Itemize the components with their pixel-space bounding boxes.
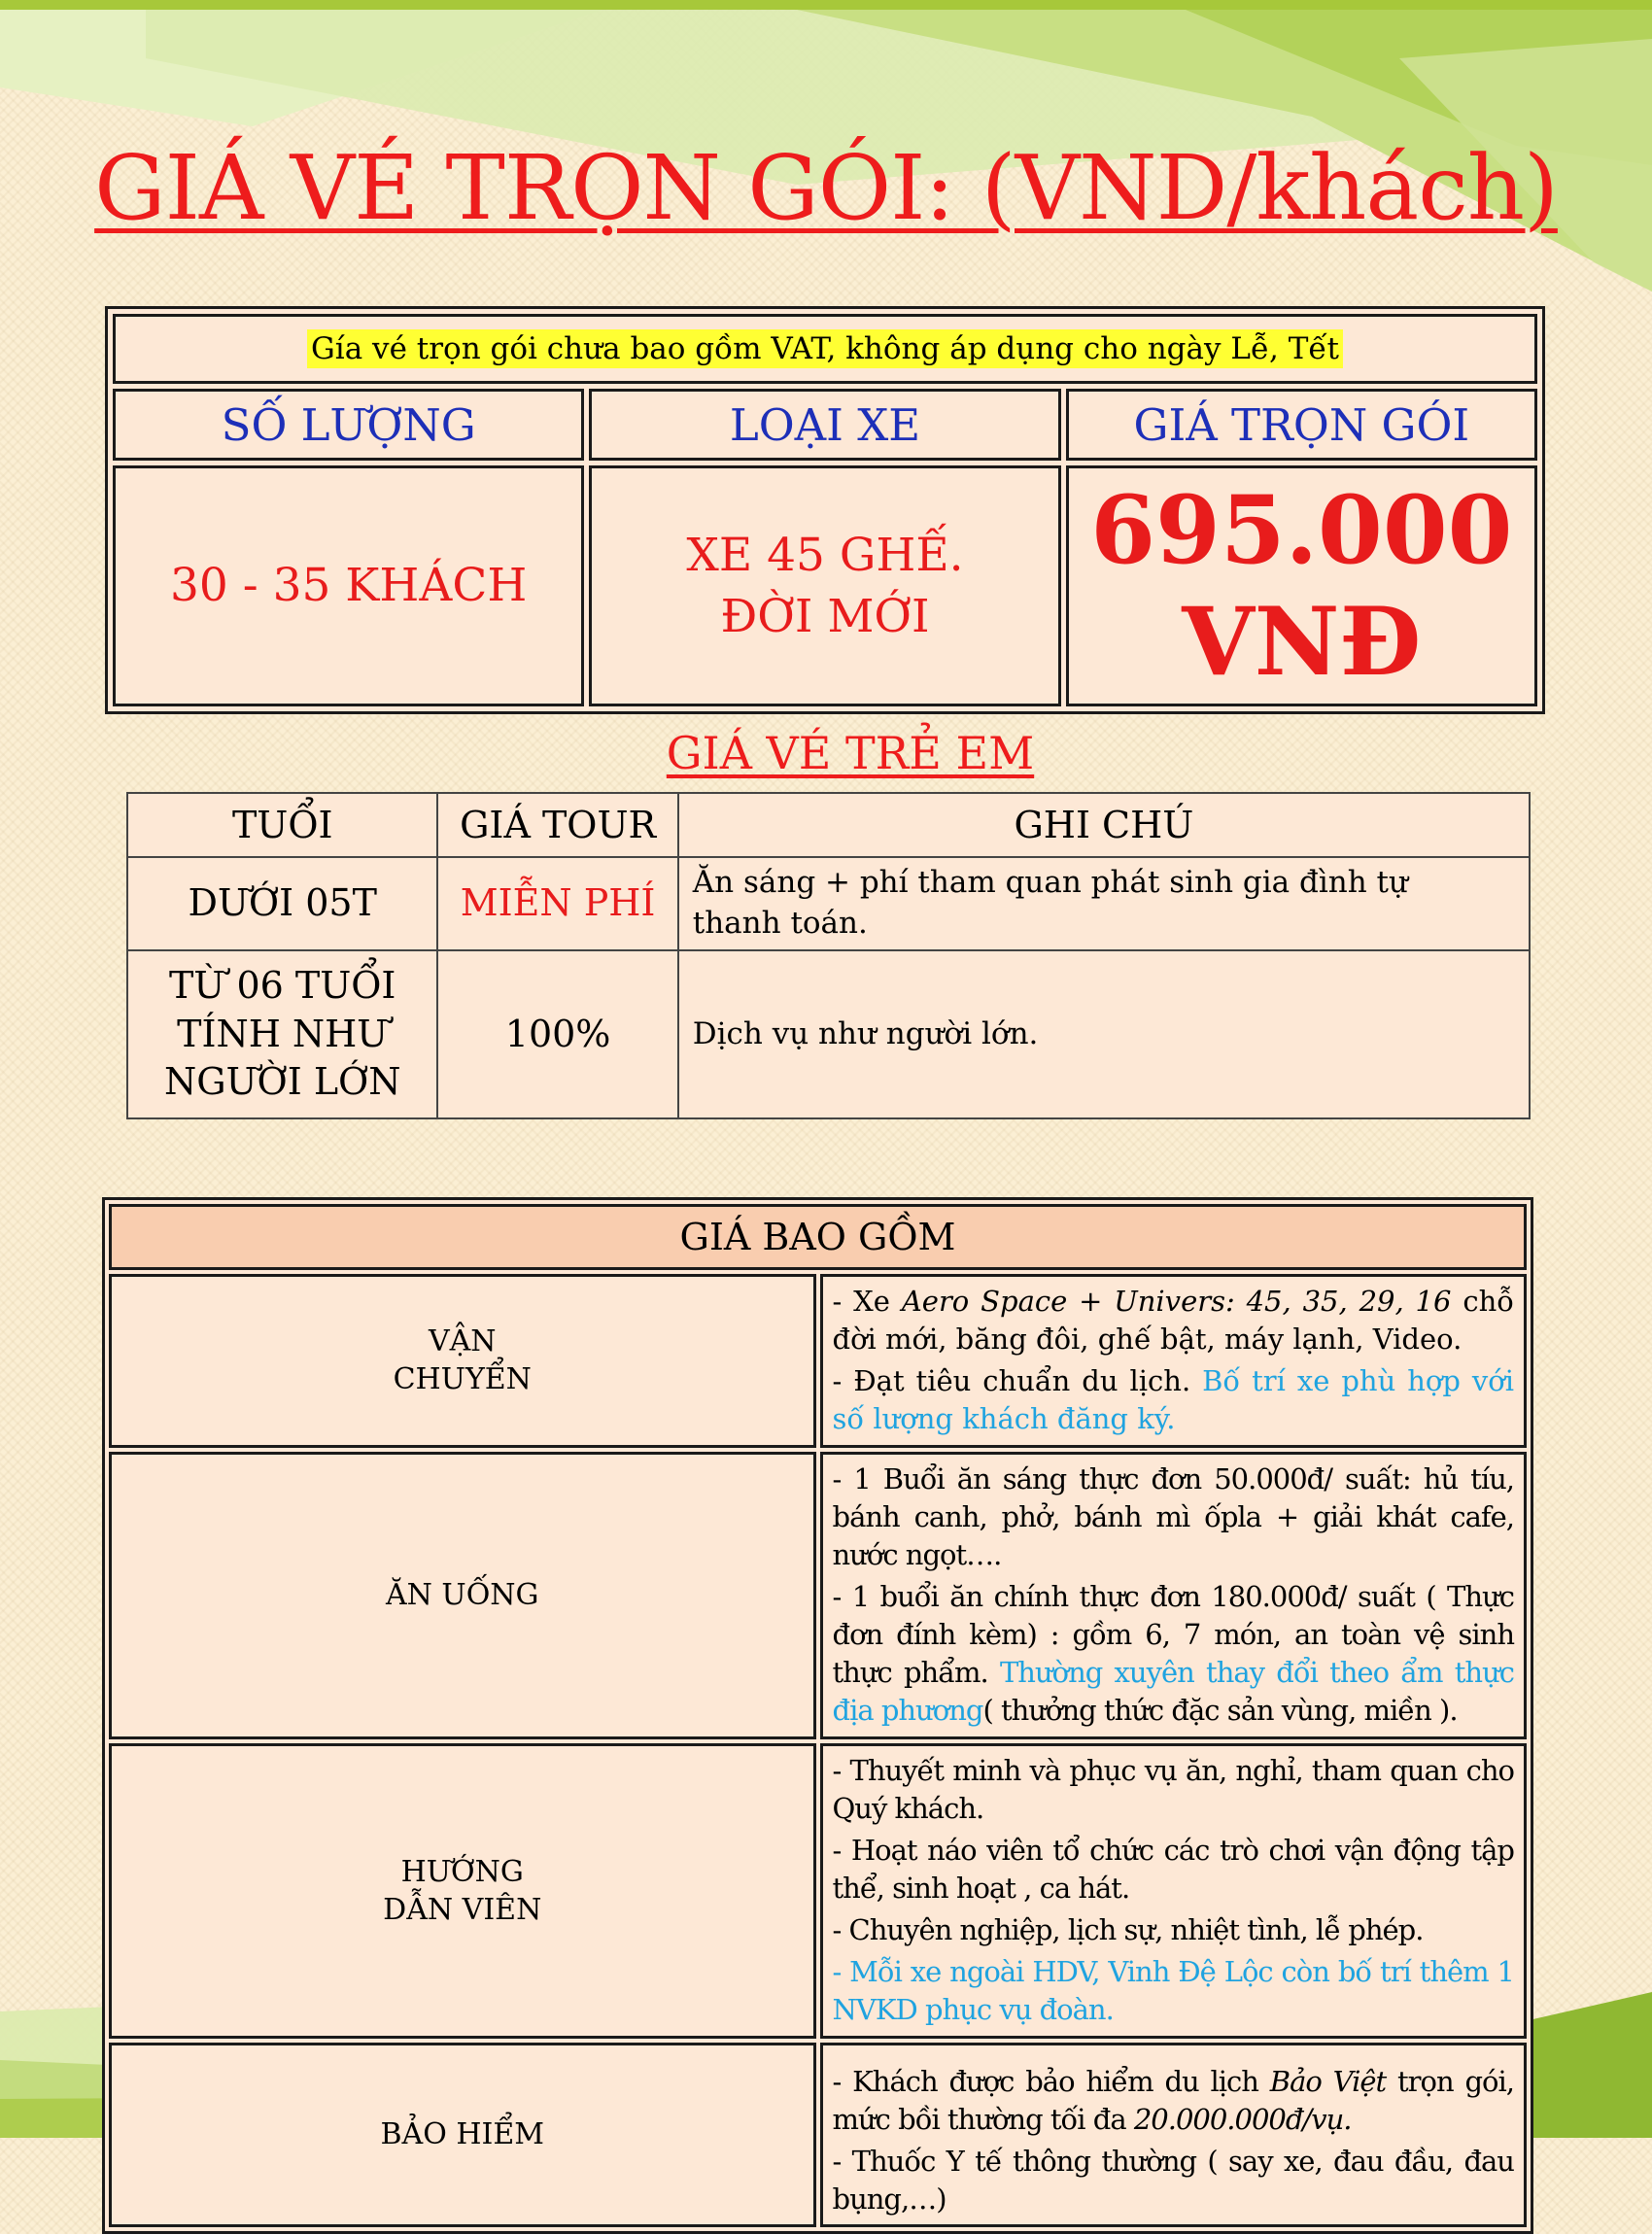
text: chỗ đời mới, băng đôi, ghế bật, máy lạnh, Video.: [832, 1285, 1514, 1357]
text: - 1 buổi ăn chính thực đơn 180.000đ/ suất ( Thực đơn đính kèm) : gồm 6, 7 món, an toàn vệ sinh thực phẩm.: [832, 1579, 1514, 1690]
includes-table: [102, 1197, 1533, 2234]
price-value: 695.000: [1090, 474, 1513, 585]
guide-description: [820, 1743, 1528, 2039]
age-text: TÍNH NHƯ: [177, 1012, 389, 1055]
page-title: GIÁ VÉ TRỌN GÓI: (VND/khách): [94, 136, 1558, 240]
vehicle-line-1: XE 45 GHẾ.: [686, 528, 964, 582]
highlight-text: Bố trí xe phù hợp với số lượng khách đăng ký.: [832, 1364, 1514, 1436]
child-price: 100%: [504, 1012, 611, 1055]
meals-label: ĂN UỐNG: [109, 1452, 816, 1739]
insurance-description: [820, 2043, 1528, 2228]
header-vehicle: LOẠI XE: [589, 389, 1060, 461]
table-row: [127, 950, 1530, 1118]
child-price-cell: [437, 950, 677, 1118]
header-quantity: SỐ LƯỢNG: [113, 389, 584, 461]
includes-row-transport: [109, 1274, 1527, 1448]
age-cell: [127, 857, 437, 950]
transport-label: [109, 1274, 816, 1448]
quantity-value: 30 - 35 KHÁCH: [170, 559, 528, 613]
meals-line-2: [833, 1578, 1515, 1731]
guide-line-2: - Hoạt náo viên tổ chức các trò chơi vận động tập thể, sinh hoạt , ca hát.: [832, 1833, 1514, 1905]
price-cell: [1066, 465, 1537, 706]
guide-line-1: - Thuyết minh và phục vụ ăn, nghỉ, tham quan cho Quý khách.: [832, 1753, 1514, 1825]
price-currency: VNĐ: [1182, 587, 1422, 697]
vat-note-cell: [113, 314, 1537, 384]
age-text: NGƯỜI LỚN: [163, 1060, 401, 1104]
guide-label: [109, 1743, 816, 2039]
transport-line-2: [833, 1362, 1515, 1438]
includes-title: GIÁ BAO GỒM: [109, 1204, 1527, 1270]
guide-line-3: - Chuyên nghiệp, lịch sự, nhiệt tình, lễ phép.: [832, 1913, 1424, 1947]
vehicle-line-2: ĐỜI MỚI: [720, 590, 930, 643]
insurance-label: BẢO HIỂM: [109, 2043, 816, 2228]
meals-line-1: - 1 Buổi ăn sáng thực đơn 50.000đ/ suất: hủ tíu, bánh canh, phở, bánh mì ốpla + giải khát cafe, nước ngọt….: [832, 1461, 1514, 1571]
transport-description: [820, 1274, 1528, 1448]
vat-note: Gía vé trọn gói chưa bao gồm VAT, không áp dụng cho ngày Lễ, Tết: [307, 329, 1343, 368]
text: - Xe: [832, 1285, 902, 1318]
text: - Khách được bảo hiểm du lịch: [832, 2064, 1270, 2098]
insurance-line-1: [833, 2063, 1515, 2139]
text: trọn gói, mức bồi thường tối đa: [832, 2064, 1514, 2136]
package-price-table: [105, 306, 1545, 714]
header-tour-price: GIÁ TOUR: [437, 793, 677, 857]
insurance-line-2: - Thuốc Y tế thông thường ( say xe, đau đầu, đau bụng,…): [832, 2144, 1514, 2216]
text: ( thưởng thức đặc sản vùng, miền ).: [982, 1694, 1458, 1728]
vehicle-cell: [589, 465, 1060, 706]
child-price-cell: [437, 857, 677, 950]
quantity-cell: [113, 465, 584, 706]
age-text: DƯỚI 05T: [188, 881, 377, 925]
includes-row-guide: [109, 1743, 1527, 2039]
includes-row-insurance: [109, 2043, 1527, 2228]
guide-label-line: DẪN VIÊN: [383, 1892, 542, 1927]
meals-description: [820, 1452, 1528, 1739]
header-package-price: GIÁ TRỌN GÓI: [1066, 389, 1537, 461]
child-note-cell: [678, 950, 1530, 1118]
child-note-cell: [678, 857, 1530, 950]
header-age: TUỔI: [127, 793, 437, 857]
child-note-line: thanh toán.: [692, 906, 868, 941]
children-price-title: GIÁ VÉ TRẺ EM: [666, 727, 1035, 779]
guide-label-line: HƯỚNG: [400, 1854, 524, 1889]
child-price: MIỄN PHÍ: [460, 881, 656, 925]
highlight-text: Thường xuyên thay đổi theo ẩm thực địa phương: [832, 1656, 1514, 1728]
child-note-line: Dịch vụ như người lớn.: [692, 1015, 1039, 1051]
child-note-line: Ăn sáng + phí tham quan phát sinh gia đình tự: [692, 865, 1408, 901]
children-price-table: [126, 792, 1531, 1119]
table-row: [127, 857, 1530, 950]
text: - Đạt tiêu chuẩn du lịch.: [832, 1364, 1203, 1398]
insurer-name: Bảo Việt: [1269, 2064, 1387, 2098]
max-compensation: 20.000.000đ/vụ.: [1133, 2102, 1352, 2136]
age-text: TỪ 06 TUỔI: [169, 964, 396, 1008]
guide-line-4: - Mỗi xe ngoài HDV, Vinh Đệ Lộc còn bố trí thêm 1 NVKD phục vụ đoàn.: [832, 1955, 1514, 2027]
includes-row-meals: [109, 1452, 1527, 1739]
transport-line-1: [833, 1283, 1515, 1358]
transport-label-line: CHUYỂN: [393, 1362, 532, 1397]
vehicle-models: Aero Space + Univers: 45, 35, 29, 16: [901, 1285, 1452, 1318]
header-note: GHI CHÚ: [678, 793, 1530, 857]
age-cell: [127, 950, 437, 1118]
transport-label-line: VẬN: [428, 1324, 497, 1359]
